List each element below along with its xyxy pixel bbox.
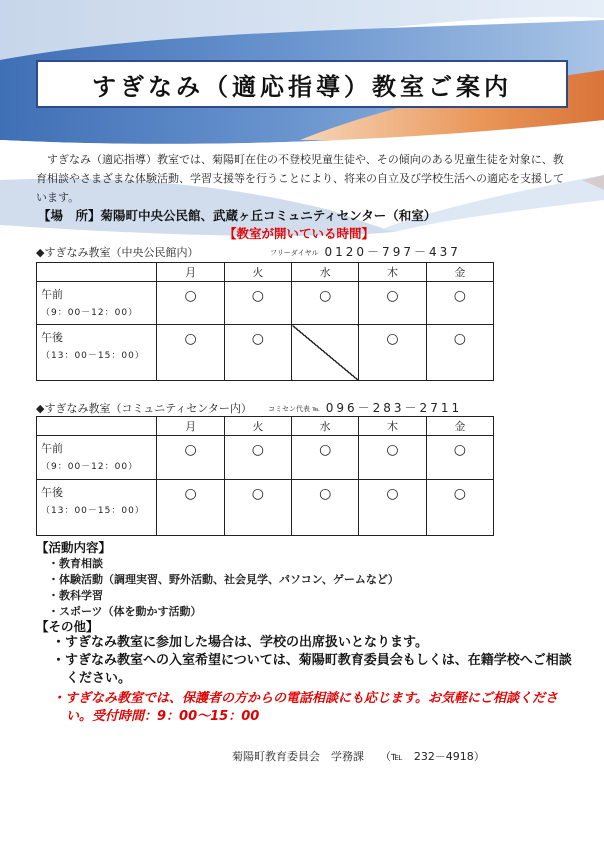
open-mark: ○ [157,480,224,536]
other-notes [52,634,582,726]
open-mark: ○ [359,282,426,325]
intro-text: すぎなみ（適応指導）教室では、菊陽町在住の不登校児童生徒や、その傾向のある児童生徒を対象に、教育相談やさまざまな体験活動、学習支援等を行うことにより、将来の自立及び学校生活への適応を支援しています。 [36,153,564,204]
activities-list [48,556,399,620]
place-info: 【場 所】菊陽町中央公民館、武蔵ヶ丘コミュニティセンター（和室） [38,208,437,223]
note-attendance: ・ すぎなみ教室に参加した場合は、学校の出席扱いとなります。 [52,634,582,652]
classroom2-phone-row [268,399,462,416]
day-header: 火 [224,263,291,282]
open-mark: ○ [157,325,224,381]
classroom2-phone: 096－283－2711 [325,401,463,415]
open-time-heading: 【教室が開いている時間】 [224,226,375,241]
open-mark: ○ [426,480,493,536]
day-header: 水 [292,263,359,282]
day-header: 水 [292,417,359,436]
note-phone-consultation: ・ すぎなみ教室では、保護者の方からの電話相談にも応じます。お気軽にご相談ください。受付時間：9：00～15：00 [52,690,582,726]
closed-slash-cell [292,325,359,381]
schedule-table-community [36,416,494,536]
open-mark: ○ [224,325,291,381]
classroom1-phone-row [270,243,461,260]
day-header: 木 [359,263,426,282]
classroom2-phone-label: コミセン代表 ℡ [268,405,320,413]
corner-cell [37,417,157,436]
page-title: すぎなみ（適応指導）教室ご案内 [92,72,512,101]
open-mark: ○ [224,480,291,536]
day-header: 火 [224,417,291,436]
open-mark: ○ [157,436,224,480]
table-row-am [37,436,494,480]
list-item: ・ 体験活動（調理実習、野外活動、社会見学、パソコン、ゲームなど） [48,572,399,588]
day-header: 金 [426,263,493,282]
open-mark: ○ [157,282,224,325]
day-header: 金 [426,417,493,436]
list-item: ・ 教科学習 [48,588,399,604]
classroom1-phone-label: フリーダイヤル [270,249,319,257]
open-mark: ○ [426,282,493,325]
table-row-pm [37,325,494,381]
table-row-pm [37,480,494,536]
open-mark: ○ [224,436,291,480]
open-mark: ○ [426,325,493,381]
list-item: ・ 教育相談 [48,556,399,572]
table-row-am [37,282,494,325]
period-label: 午前 （9：00－12：00） [37,282,157,325]
open-mark: ○ [359,480,426,536]
period-label: 午前 （9：00－12：00） [37,436,157,480]
open-mark: ○ [426,436,493,480]
corner-cell [37,263,157,282]
table-header-row [37,417,494,436]
footer-org: 菊陽町教育委員会 学務課 [232,750,364,763]
title-banner [36,60,568,108]
schedule-table-central [36,262,494,381]
classroom1-name: ◆すぎなみ教室（中央公民館内） [36,246,199,259]
footer-contact [232,748,485,764]
table-header-row [37,263,494,282]
open-mark: ○ [292,282,359,325]
classroom2-name: ◆すぎなみ教室（コミュニティセンター内） [36,402,252,415]
other-heading: 【その他】 [36,619,99,634]
period-label: 午後 （13：00－15：00） [37,480,157,536]
open-mark: ○ [224,282,291,325]
day-header: 月 [157,417,224,436]
open-mark: ○ [359,325,426,381]
list-item: ・ スポーツ（体を動かす活動） [48,604,399,620]
note-enrollment: ・ すぎなみ教室への入室希望については、菊陽町教育委員会もしくは、在籍学校へご相談ください。 [52,652,582,688]
footer-tel: （℡ 232－4918） [380,750,485,763]
activities-heading: 【活動内容】 [36,540,112,555]
open-mark: ○ [359,436,426,480]
day-header: 月 [157,263,224,282]
period-label: 午後 （13：00－15：00） [37,325,157,381]
open-mark: ○ [292,436,359,480]
open-mark: ○ [292,480,359,536]
day-header: 木 [359,417,426,436]
classroom1-phone: 0120－797－437 [324,245,461,259]
